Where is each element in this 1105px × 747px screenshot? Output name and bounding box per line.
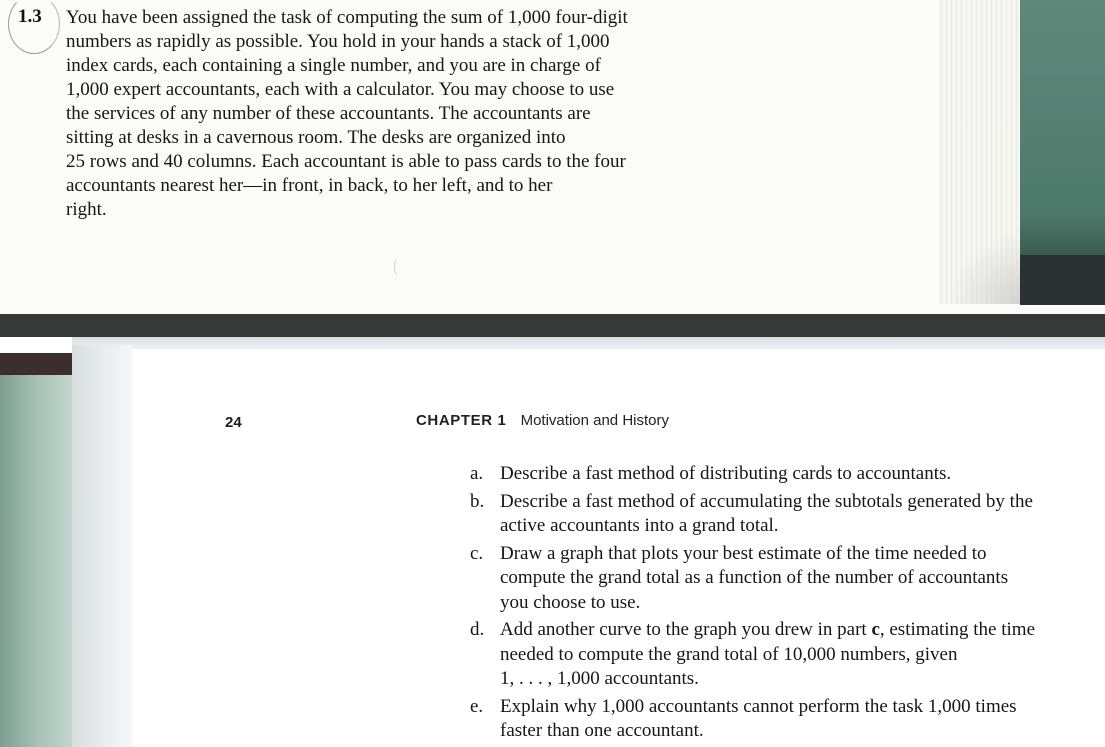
problem-line: You have been assigned the task of computing the sum of 1,000 four-digit [66,7,628,28]
page-number: 24 [225,414,242,431]
part-text [500,695,1100,744]
photo-divider [0,314,1105,337]
problem-part-a [470,462,1100,487]
book-cover-edge [1020,0,1105,304]
part-text [500,542,1100,616]
book-cover-edge-left [0,353,72,747]
part-letter: e. [470,695,484,717]
top-page-photo [0,0,1105,316]
part-reference: c [871,619,880,640]
part-letter: d. [470,619,485,640]
part-text [500,618,1100,692]
part-letter: b. [470,490,485,512]
pencil-mark [394,258,401,276]
page-left-edge [72,345,132,747]
part-line: faster than one accountant. [500,720,704,741]
problem-line: right. [66,199,107,220]
problem-line: sitting at desks in a cavernous room. The desks are organized into [66,127,566,148]
problem-number: 1.3 [18,6,42,27]
problem-line: accountants nearest her—in front, in back, to her left, and to her [66,175,553,196]
part-line: Describe a fast method of accumulating the subtotals generated by the [500,490,1033,512]
part-letter: a. [470,463,484,484]
problem-line: 25 rows and 40 columns. Each accountant is able to pass cards to the four [66,151,626,172]
problem-line: the services of any number of these accountants. The accountants are [66,103,591,124]
part-line: Describe a fast method of distributing cards to accountants. [500,463,952,484]
running-header [416,412,669,429]
problem-part-c [470,542,1100,616]
part-text [500,490,1100,539]
chapter-title: Motivation and History [520,412,669,429]
problem-parts-list [470,462,1100,747]
chapter-label: CHAPTER 1 [416,412,507,429]
part-line: Draw a graph that plots your best estimate of the time needed to [500,542,987,564]
part-line: needed to compute the grand total of 10,000 numbers, given [500,643,958,665]
problem-line: index cards, each containing a single number, and you are in charge of [66,55,601,76]
part-line: Explain why 1,000 accountants cannot perform the task 1,000 times [500,695,1017,717]
problem-line: numbers as rapidly as possible. You hold in your hands a stack of 1,000 [66,31,610,52]
dark-corner [0,353,72,375]
problem-text [66,6,706,222]
part-line: Add another curve to the graph you drew in part c, estimating the time [500,619,1036,640]
part-text [500,462,1100,487]
part-letter: c. [470,542,484,564]
part-line: 1, . . . , 1,000 accountants. [500,668,699,689]
part-line: compute the grand total as a function of the number of accountants [500,567,1009,588]
problem-part-b [470,490,1100,539]
part-line: you choose to use. [500,591,641,613]
problem-part-e [470,695,1100,744]
problem-part-d [470,618,1100,692]
bottom-page-photo [0,337,1105,747]
page-stack-edge [938,0,1021,304]
problem-line: 1,000 expert accountants, each with a calculator. You may choose to use [66,79,615,100]
part-line: active accountants into a grand total. [500,515,779,536]
page-top-edge [72,337,1105,349]
